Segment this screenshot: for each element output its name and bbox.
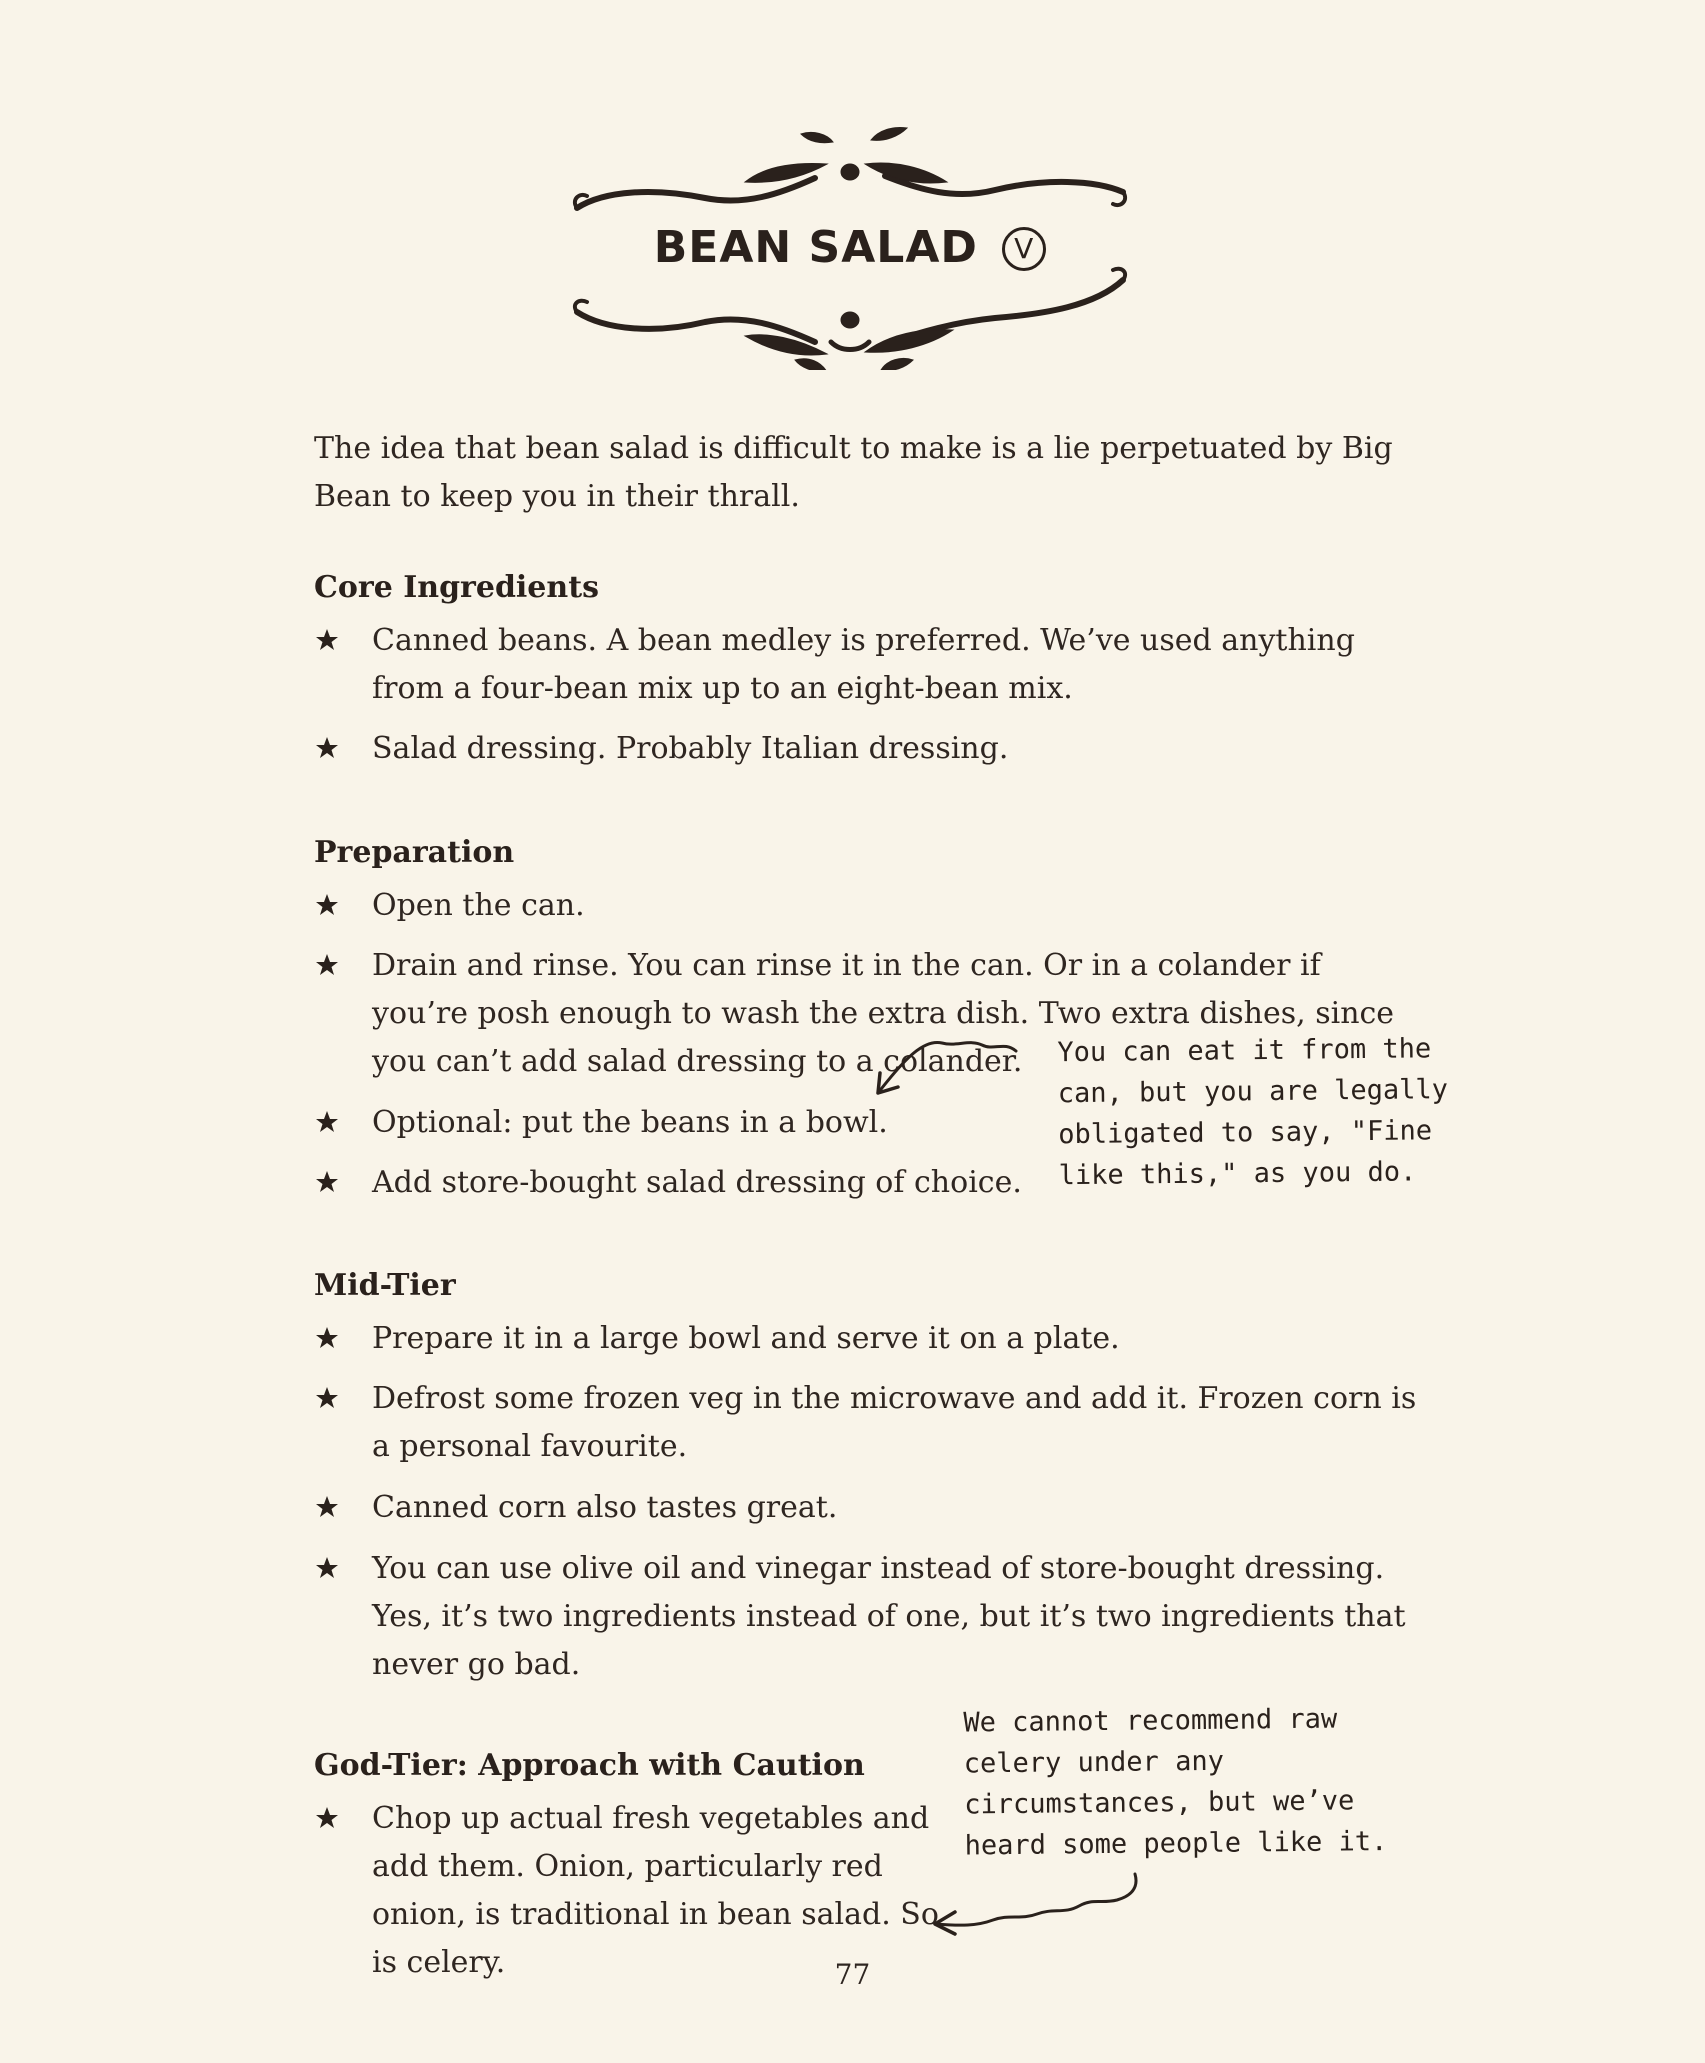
list-item-text: Canned beans. A bean medley is preferred. We’ve used anything from a four-bean mix up to an eight-bean mix. xyxy=(372,623,1355,706)
handwritten-note-celery: We cannot recommend raw celery under any circumstances, but we’ve heard some people like it. xyxy=(963,1703,1388,1862)
page-number: 77 xyxy=(834,1958,871,1991)
list-item-text: Chop up actual fresh vegetables and add them. Onion, particularly red onion, is traditional in bean salad. So is celery. xyxy=(372,1801,939,1980)
star-bullet-icon xyxy=(314,1325,340,1351)
list-item-text: You can use olive oil and vinegar instead of store-bought dressing. Yes, it’s two ingredients instead of one, but it’s two ingredients that never go bad. xyxy=(372,1551,1406,1682)
section-heading-preparation: Preparation xyxy=(314,835,515,870)
star-bullet-icon xyxy=(314,1494,340,1520)
list-item-text: Open the can. xyxy=(372,888,585,923)
list-item-text: Defrost some frozen veg in the microwave and add it. Frozen corn is a personal favourite. xyxy=(372,1381,1417,1464)
star-bullet-icon xyxy=(314,1805,340,1831)
star-bullet-icon xyxy=(314,735,340,761)
list-item-text: Optional: put the beans in a bowl. xyxy=(372,1105,888,1140)
curly-arrow-icon xyxy=(870,1035,1020,1105)
list-item-text: Prepare it in a large bowl and serve it on a plate. xyxy=(372,1321,1120,1356)
curly-arrow-icon xyxy=(925,1870,1145,1940)
section-heading-mid-tier: Mid-Tier xyxy=(314,1268,456,1303)
section-heading-core-ingredients: Core Ingredients xyxy=(314,570,599,605)
list-item-text: Canned corn also tastes great. xyxy=(372,1490,838,1525)
star-bullet-icon xyxy=(314,1555,340,1581)
handwritten-note-can: You can eat it from the can, but you are legally obligated to say, "Fine like this," as you do. xyxy=(1057,1033,1449,1192)
list-item-text: Add store-bought salad dressing of choice. xyxy=(372,1165,1022,1200)
star-bullet-icon xyxy=(314,952,340,978)
section-heading-god-tier: God-Tier: Approach with Caution xyxy=(314,1748,865,1783)
list-item-text: Drain and rinse. You can rinse it in the can. Or in a colander if you’re posh enough to wash the extra dish. Two extra dishes, since you can’t add salad dressing to a colander. xyxy=(372,948,1395,1079)
star-bullet-icon xyxy=(314,892,340,918)
list-item-text: Salad dressing. Probably Italian dressing. xyxy=(372,731,1009,766)
star-bullet-icon xyxy=(314,1169,340,1195)
star-bullet-icon xyxy=(314,1109,340,1135)
intro-paragraph: The idea that bean salad is difficult to make is a lie perpetuated by Big Bean to keep you in their thrall. xyxy=(314,431,1393,514)
recipe-title-text: BEAN SALAD xyxy=(653,222,978,273)
vegetarian-badge-icon: V xyxy=(1002,227,1046,271)
star-bullet-icon xyxy=(314,1385,340,1411)
star-bullet-icon xyxy=(314,627,340,653)
recipe-title xyxy=(565,222,1135,273)
